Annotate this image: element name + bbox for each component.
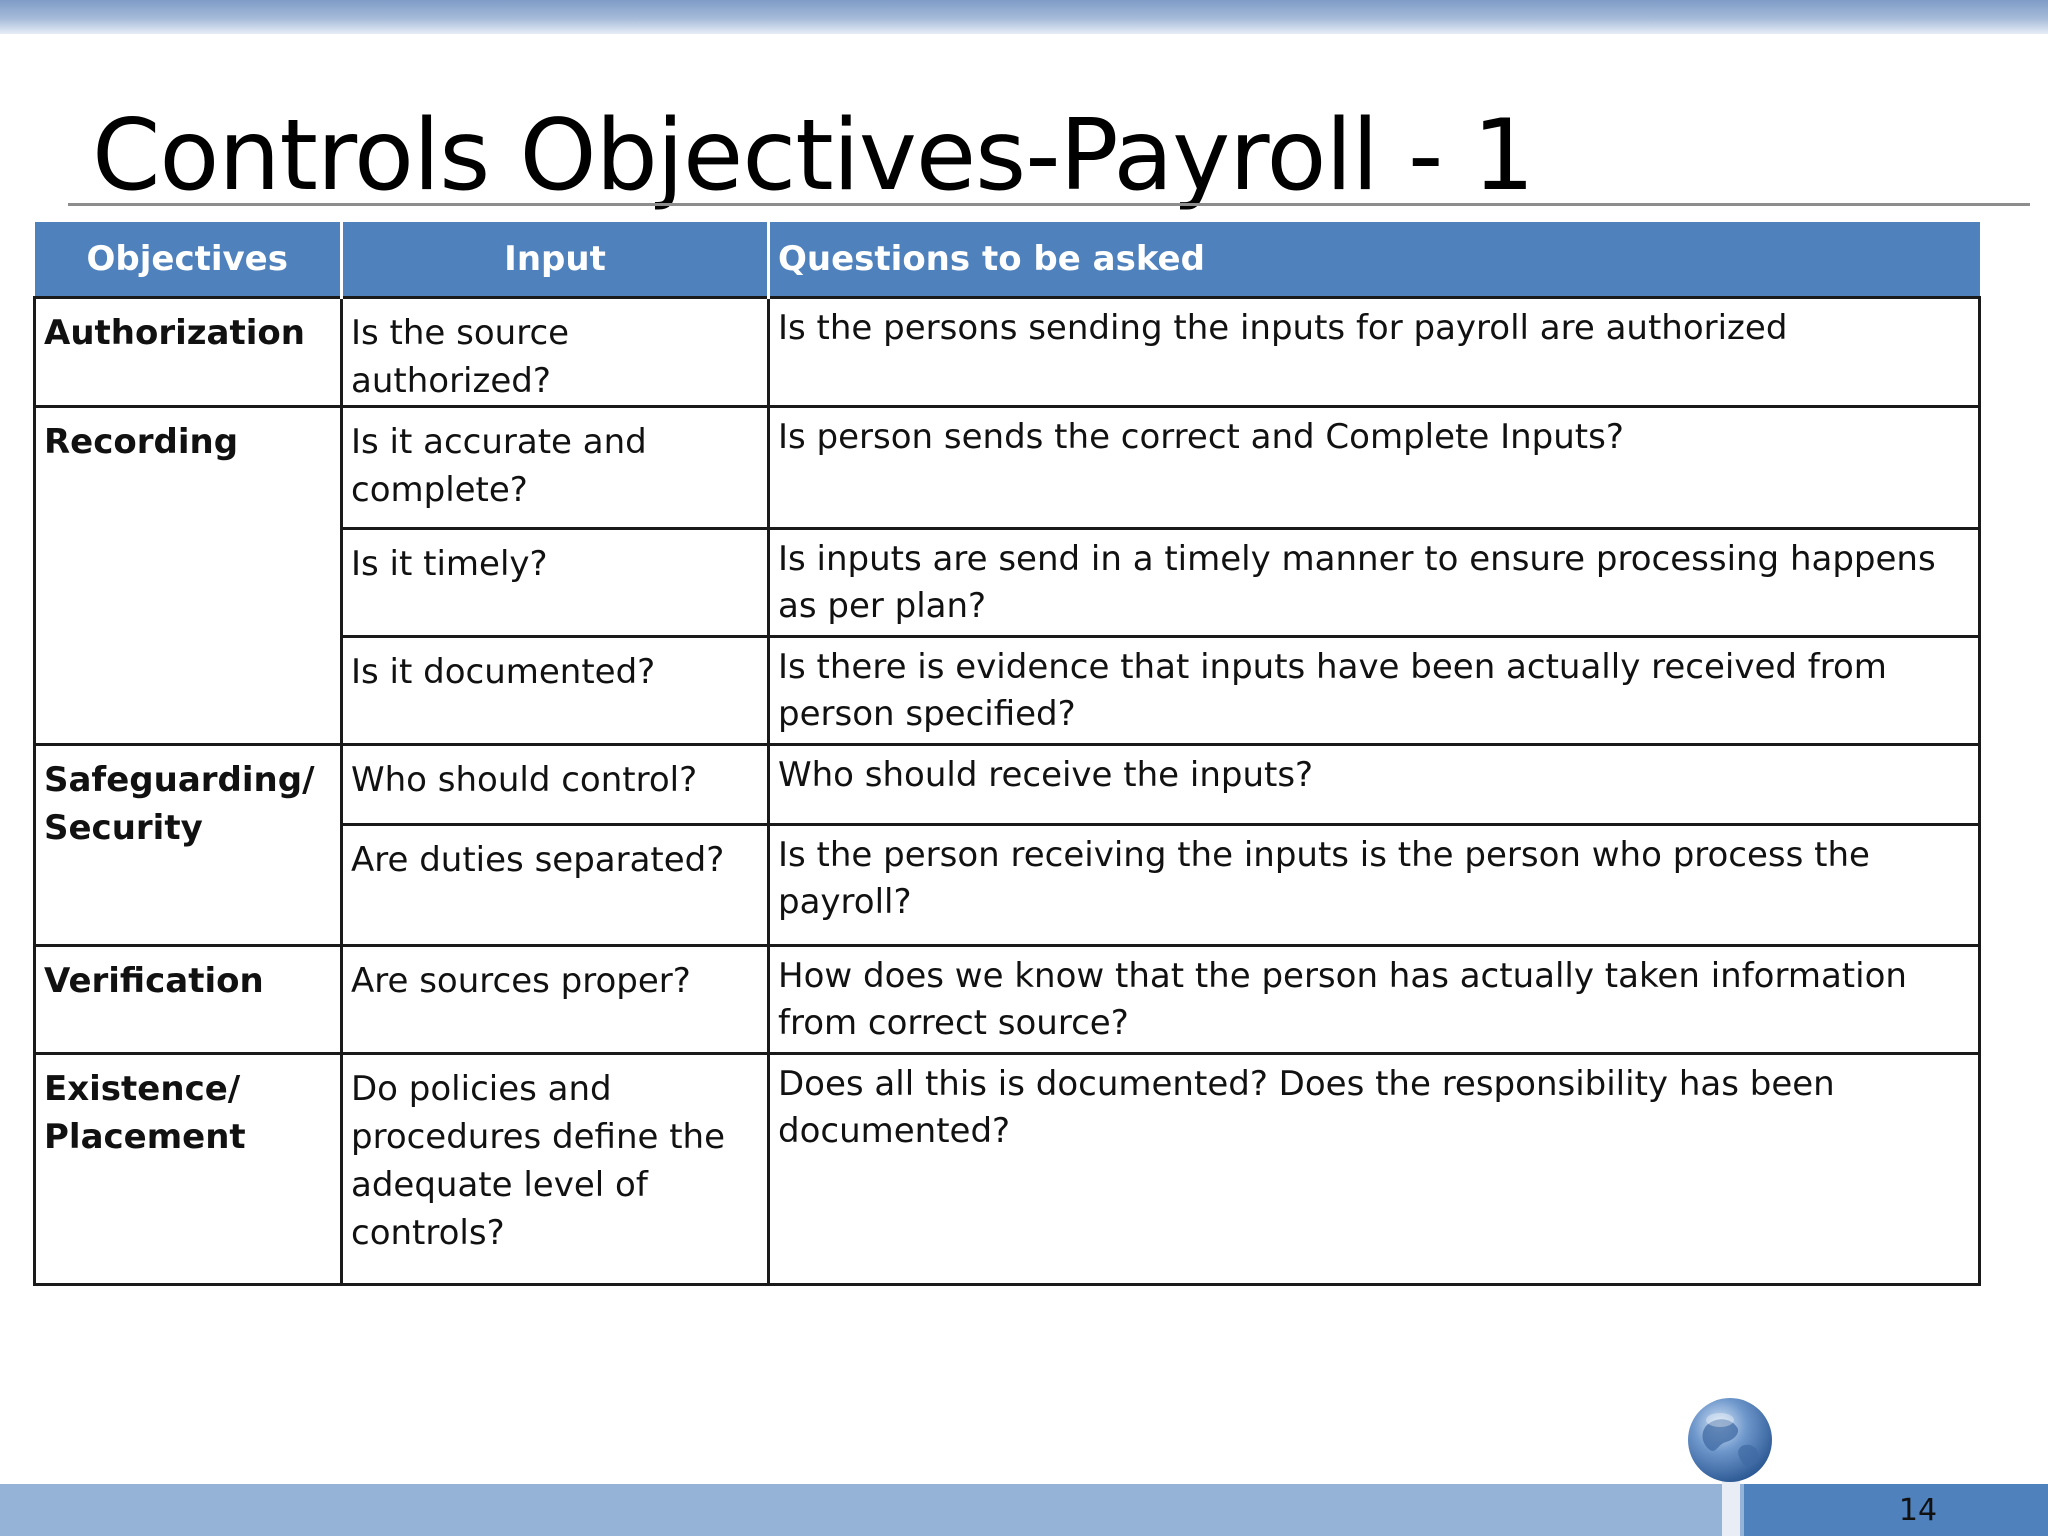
table-row xyxy=(35,1054,1980,1285)
objective-cell: Existence/ Placement xyxy=(35,1054,342,1285)
question-cell: Is the person receiving the inputs is the person who process the payroll? xyxy=(769,825,1980,946)
objective-cell: Authorization xyxy=(35,298,342,407)
question-cell: Is person sends the correct and Complete Inputs? xyxy=(769,407,1980,529)
objective-cell: Verification xyxy=(35,946,342,1054)
controls-objectives-table xyxy=(33,222,1981,1286)
objective-cell: Recording xyxy=(35,407,342,745)
question-cell: Is inputs are send in a timely manner to ensure processing happens as per plan? xyxy=(769,529,1980,637)
input-cell: Is it documented? xyxy=(342,637,769,745)
header-questions: Questions to be asked xyxy=(769,222,1980,298)
question-cell: How does we know that the person has actually taken information from correct source? xyxy=(769,946,1980,1054)
input-cell: Is the source authorized? xyxy=(342,298,769,407)
table-row xyxy=(35,745,1980,825)
table-row xyxy=(35,946,1980,1054)
table-row xyxy=(35,407,1980,529)
input-cell: Do policies and procedures define the adequate level of controls? xyxy=(342,1054,769,1285)
header-objectives: Objectives xyxy=(35,222,342,298)
input-cell: Who should control? xyxy=(342,745,769,825)
input-cell: Is it accurate and complete? xyxy=(342,407,769,529)
question-cell: Who should receive the inputs? xyxy=(769,745,1980,825)
input-cell: Are sources proper? xyxy=(342,946,769,1054)
table-header-row xyxy=(35,222,1980,298)
title-divider xyxy=(68,203,2030,206)
input-cell: Are duties separated? xyxy=(342,825,769,946)
objective-cell: Safeguarding/ Security xyxy=(35,745,342,946)
bottom-decorative-band xyxy=(0,1484,2048,1536)
header-input: Input xyxy=(342,222,769,298)
question-cell: Is there is evidence that inputs have been actually received from person specified? xyxy=(769,637,1980,745)
table-row xyxy=(35,298,1980,407)
top-decorative-band xyxy=(0,0,2048,34)
question-cell: Is the persons sending the inputs for payroll are authorized xyxy=(769,298,1980,407)
question-cell: Does all this is documented? Does the responsibility has been documented? xyxy=(769,1054,1980,1285)
slide-title: Controls Objectives-Payroll - 1 xyxy=(92,99,1534,213)
globe-logo-icon xyxy=(1686,1396,1774,1484)
input-cell: Is it timely? xyxy=(342,529,769,637)
page-number: 14 xyxy=(1898,1493,1938,1528)
